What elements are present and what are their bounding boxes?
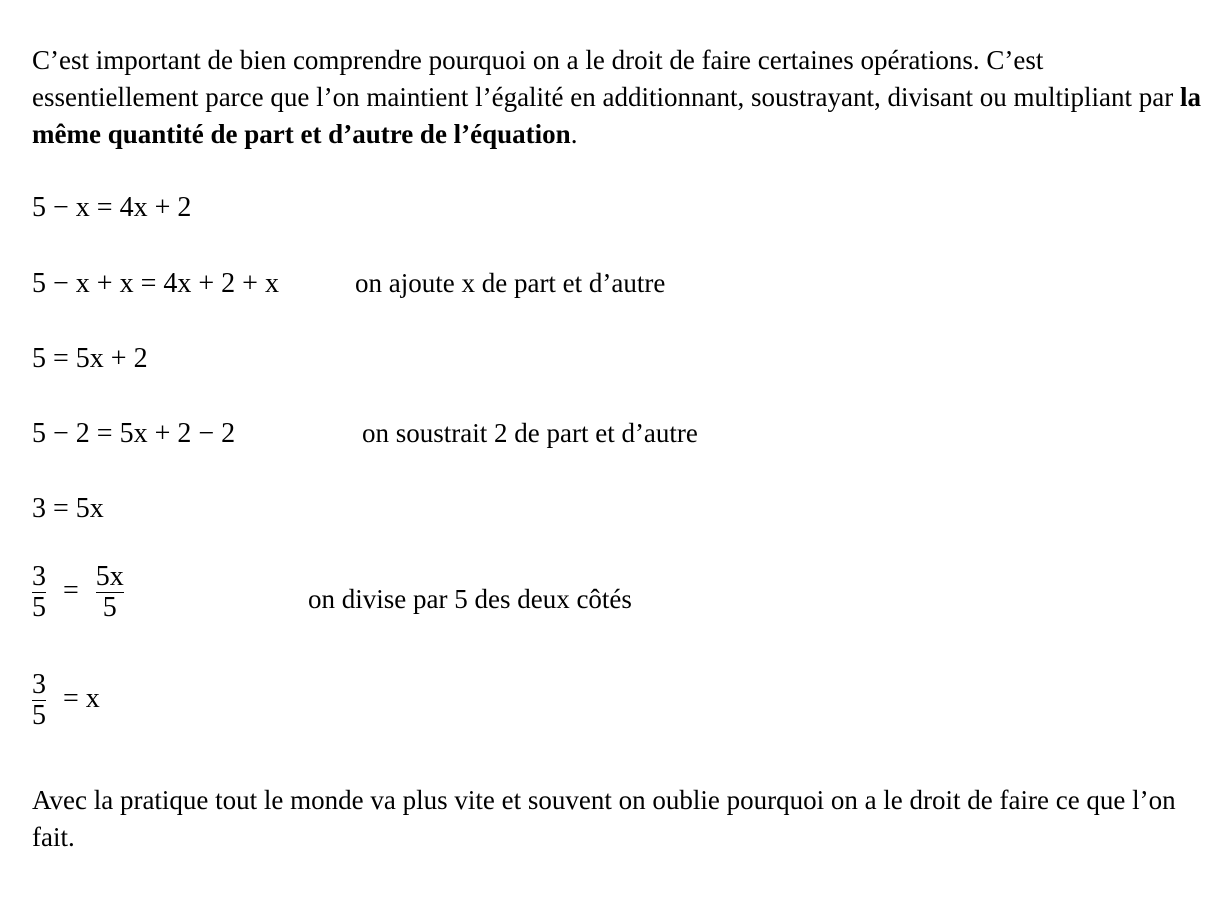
equals: = — [63, 574, 79, 606]
equation-4: 5 − 2 = 5x + 2 − 2 — [32, 418, 236, 449]
numerator: 3 — [32, 561, 46, 592]
intro-end: . — [570, 119, 578, 149]
comment-2: on ajoute x de part et d’autre — [355, 268, 666, 298]
rhs: = x — [63, 682, 100, 714]
intro-paragraph — [32, 42, 1202, 153]
denominator: 5 — [32, 592, 46, 623]
equation-1: 5 − x = 4x + 2 — [32, 192, 192, 223]
outro-paragraph: Avec la pratique tout le monde va plus vite et souvent on oublie pourquoi on a le droit de faire ce que l’on fait. — [32, 785, 1176, 852]
denominator: 5 — [32, 700, 46, 731]
equation-3: 5 = 5x + 2 — [32, 343, 148, 374]
fraction — [32, 562, 46, 623]
equation-7 — [32, 670, 100, 731]
numerator: 5x — [95, 561, 124, 592]
intro-bold: la même quantité de part et d’autre de l’équation — [32, 82, 1201, 149]
numerator: 3 — [32, 669, 46, 700]
fraction — [32, 670, 46, 731]
intro-text: C’est important de bien comprendre pourquoi on a le droit de faire certaines opérations. C’est essentiellement parce que l’on maintient l’égalité en additionnant, soustrayant, divisant ou multipliant par — [32, 45, 1180, 112]
equation-6 — [32, 562, 124, 623]
comment-4: on soustrait 2 de part et d’autre — [362, 418, 698, 448]
comment-6: on divise par 5 des deux côtés — [308, 584, 632, 614]
equation-5: 3 = 5x — [32, 493, 104, 524]
denominator: 5 — [102, 592, 117, 623]
equation-2: 5 − x + x = 4x + 2 + x — [32, 268, 279, 299]
fraction — [96, 562, 124, 623]
